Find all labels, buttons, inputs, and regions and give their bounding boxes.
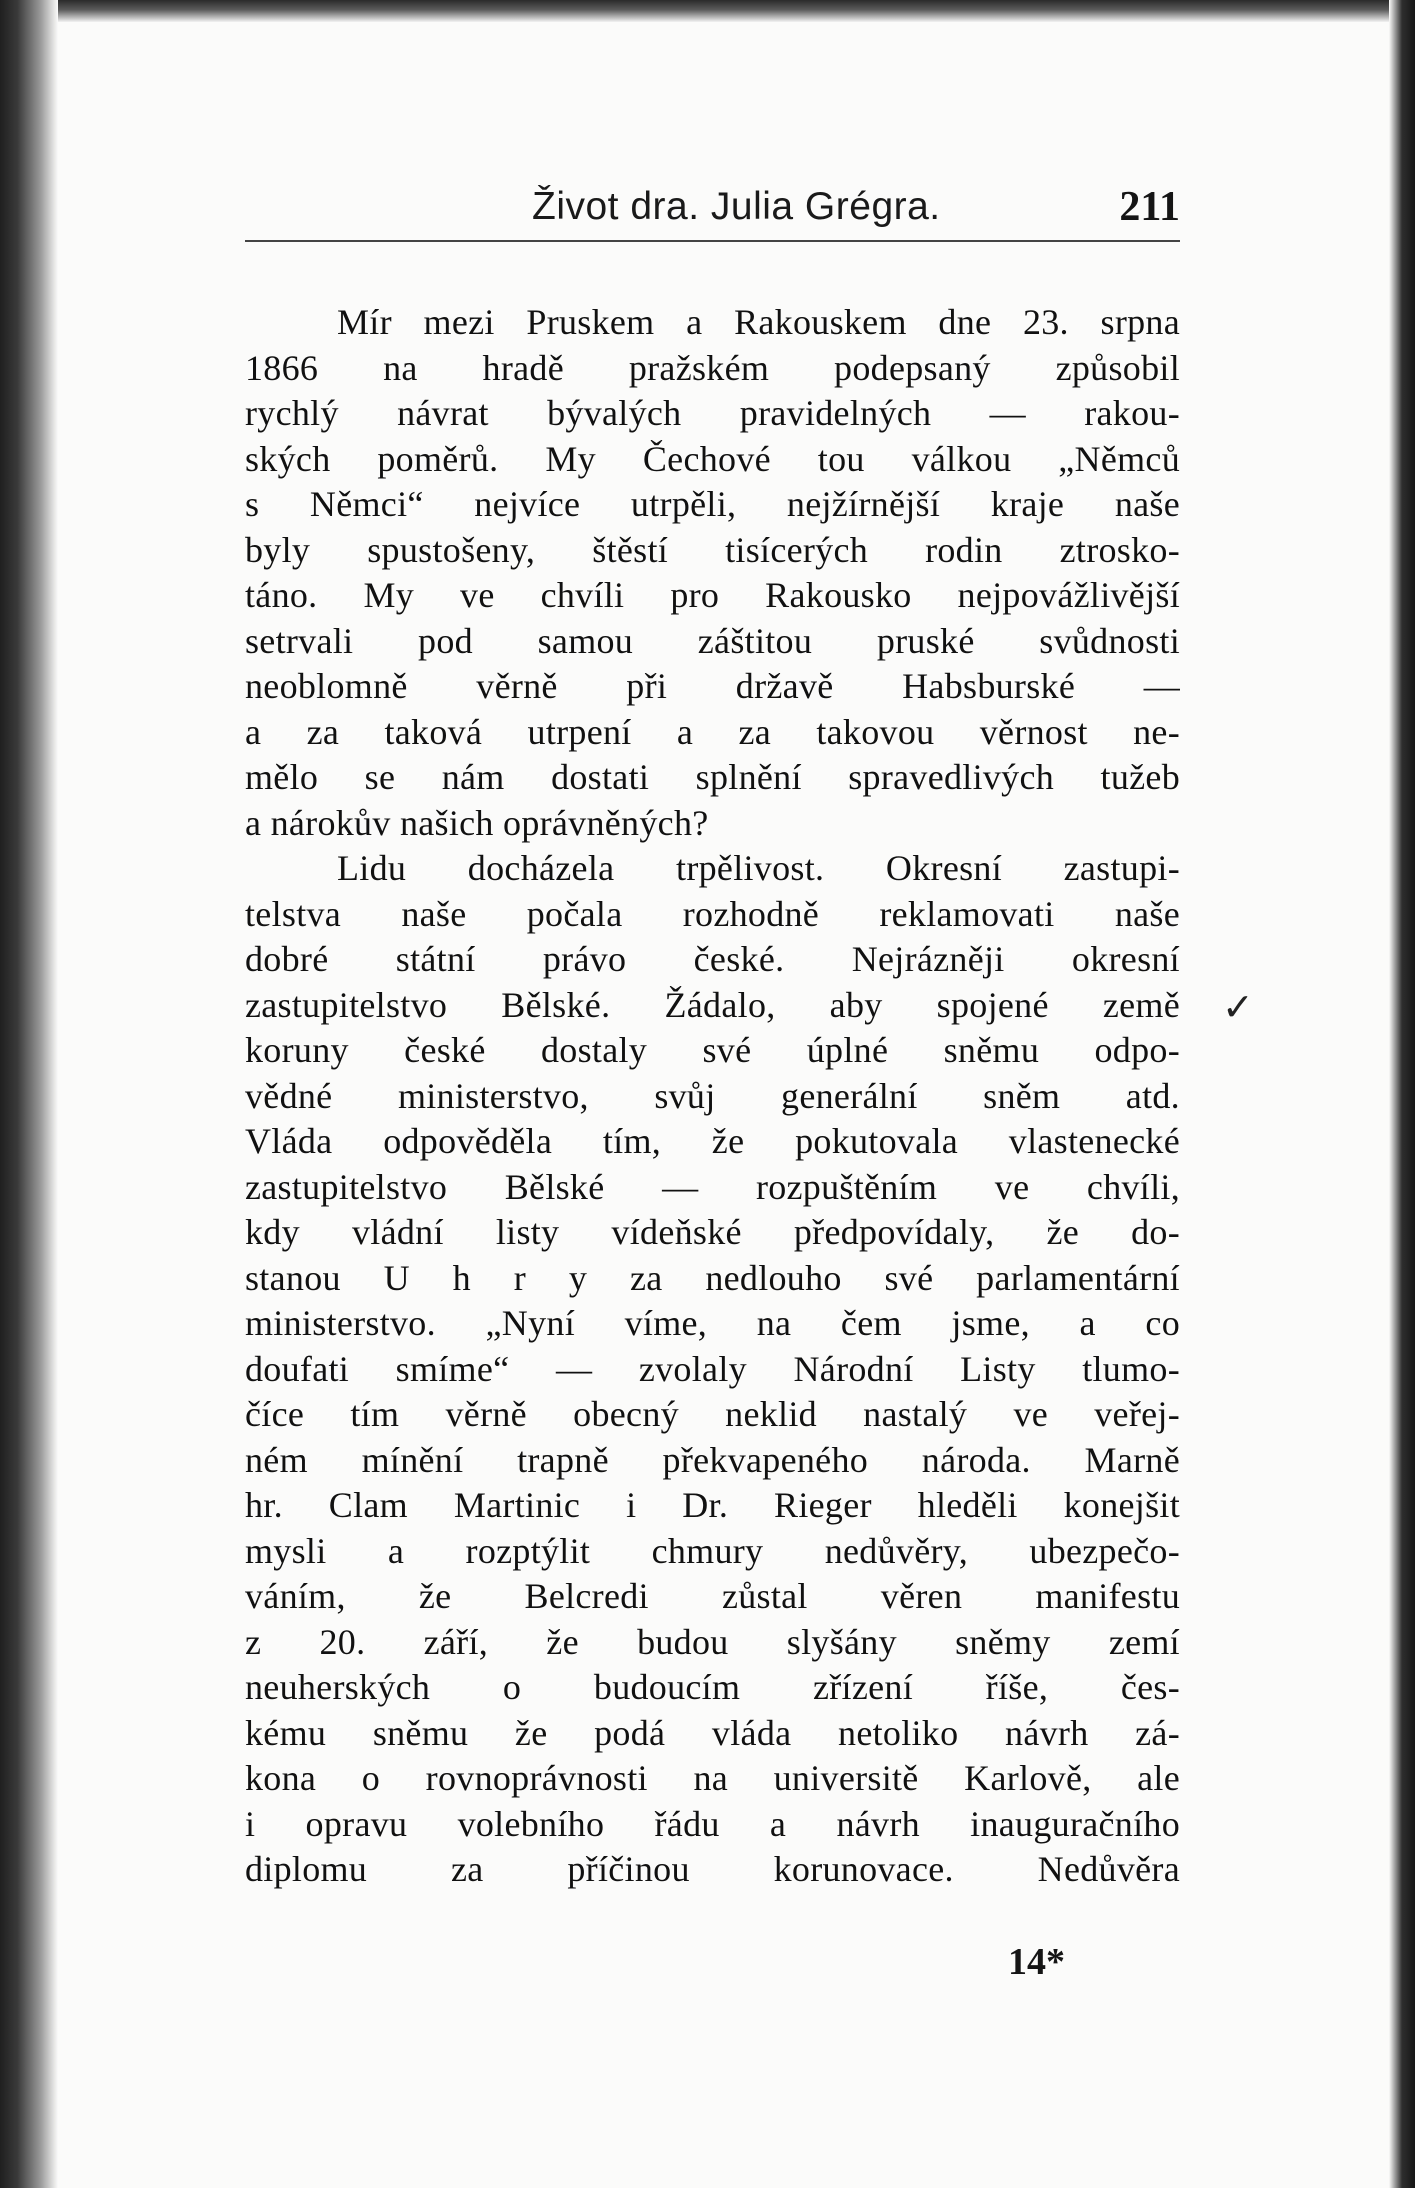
text-line: koruny české dostaly své úplné sněmu odpo- <box>245 1030 1180 1070</box>
page-header <box>245 185 1180 241</box>
text-line: setrvali pod samou záštitou pruské svůdnosti <box>245 620 1180 661</box>
text-line: ném mínění trapně překvapeného národa. Marně <box>245 1439 1180 1480</box>
text-line: kona o rovnoprávnosti na universitě Karlově, ale <box>245 1758 1180 1798</box>
text-line: váním, že Belcredi zůstal věren manifestu <box>245 1576 1180 1616</box>
text-line: dobré státní právo české. Nejrázněji okresní <box>245 939 1180 979</box>
text-line: neuherských o budoucím zřízení říše, čes- <box>245 1667 1180 1707</box>
text-line: táno. My ve chvíli pro Rakousko nejpovážlivější <box>245 575 1180 615</box>
text-line: telstva naše počala rozhodně reklamovati naše <box>245 893 1180 934</box>
text-line: neoblomně věrně při državě Habsburské — <box>245 666 1180 706</box>
text-line: doufati smíme“ — zvolaly Národní Listy tlumo- <box>245 1348 1180 1389</box>
scan-edge-left <box>0 0 58 2188</box>
text-line: diplomu za příčinou korunovace. Nedůvěra <box>245 1849 1180 1889</box>
text-line: Vláda odpověděla tím, že pokutovala vlastenecké <box>245 1121 1180 1161</box>
text-line: číce tím věrně obecný neklid nastalý ve veřej- <box>245 1394 1180 1434</box>
text-line: Lidu docházela trpělivost. Okresní zastupi- <box>337 848 1180 888</box>
text-line: a nárokův našich oprávněných? <box>245 802 709 843</box>
text-line: ských poměrů. My Čechové tou válkou „Němců <box>245 438 1180 479</box>
text-line: zastupitelstvo Bělské. Žádalo, aby spojené země <box>245 984 1180 1025</box>
text-line: 1866 na hradě pražském podepsaný způsobil <box>245 347 1180 388</box>
text-line: i opravu volebního řádu a návrh inauguračního <box>245 1803 1180 1844</box>
text-line: a za taková utrpení a za takovou věrnost ne- <box>245 711 1180 752</box>
text-line: s Němci“ nejvíce utrpěli, nejžírnější kraje naše <box>245 484 1180 524</box>
text-line: Mír mezi Pruskem a Rakouskem dne 23. srpna <box>337 302 1180 342</box>
signature-mark: 14* <box>1008 1941 1065 1983</box>
text-line: kému sněmu že podá vláda netoliko návrh zá- <box>245 1712 1180 1753</box>
scan-edge-right <box>1389 0 1415 2188</box>
text-line: rychlý návrat bývalých pravidelných — rakou- <box>245 393 1180 433</box>
text-line: zastupitelstvo Bělské — rozpuštěním ve chvíli, <box>245 1166 1180 1207</box>
text-line: vědné ministerstvo, svůj generální sněm atd. <box>245 1075 1180 1116</box>
text-line: hr. Clam Martinic i Dr. Rieger hleděli konejšit <box>245 1485 1180 1525</box>
text-line: mysli a rozptýlit chmury nedůvěry, ubezpečo- <box>245 1530 1180 1571</box>
header-rule <box>245 240 1180 242</box>
body-text <box>245 300 1180 1893</box>
running-head: Život dra. Julia Grégra. <box>532 185 941 228</box>
text-line: stanou U h r y za nedlouho své parlamentární <box>245 1257 1180 1298</box>
page-number: 211 <box>1119 184 1180 230</box>
text-line: mělo se nám dostati splnění spravedlivých tužeb <box>245 757 1180 797</box>
text-line: byly spustošeny, štěstí tisícerých rodin ztrosko- <box>245 529 1180 570</box>
text-line: kdy vládní listy vídeňské předpovídaly, že do- <box>245 1212 1180 1252</box>
margin-check-mark: ✓ <box>1222 985 1254 1029</box>
scan-edge-top <box>0 0 1415 22</box>
text-line: ministerstvo. „Nyní víme, na čem jsme, a co <box>245 1303 1180 1343</box>
text-line: z 20. září, že budou slyšány sněmy zemí <box>245 1621 1180 1662</box>
